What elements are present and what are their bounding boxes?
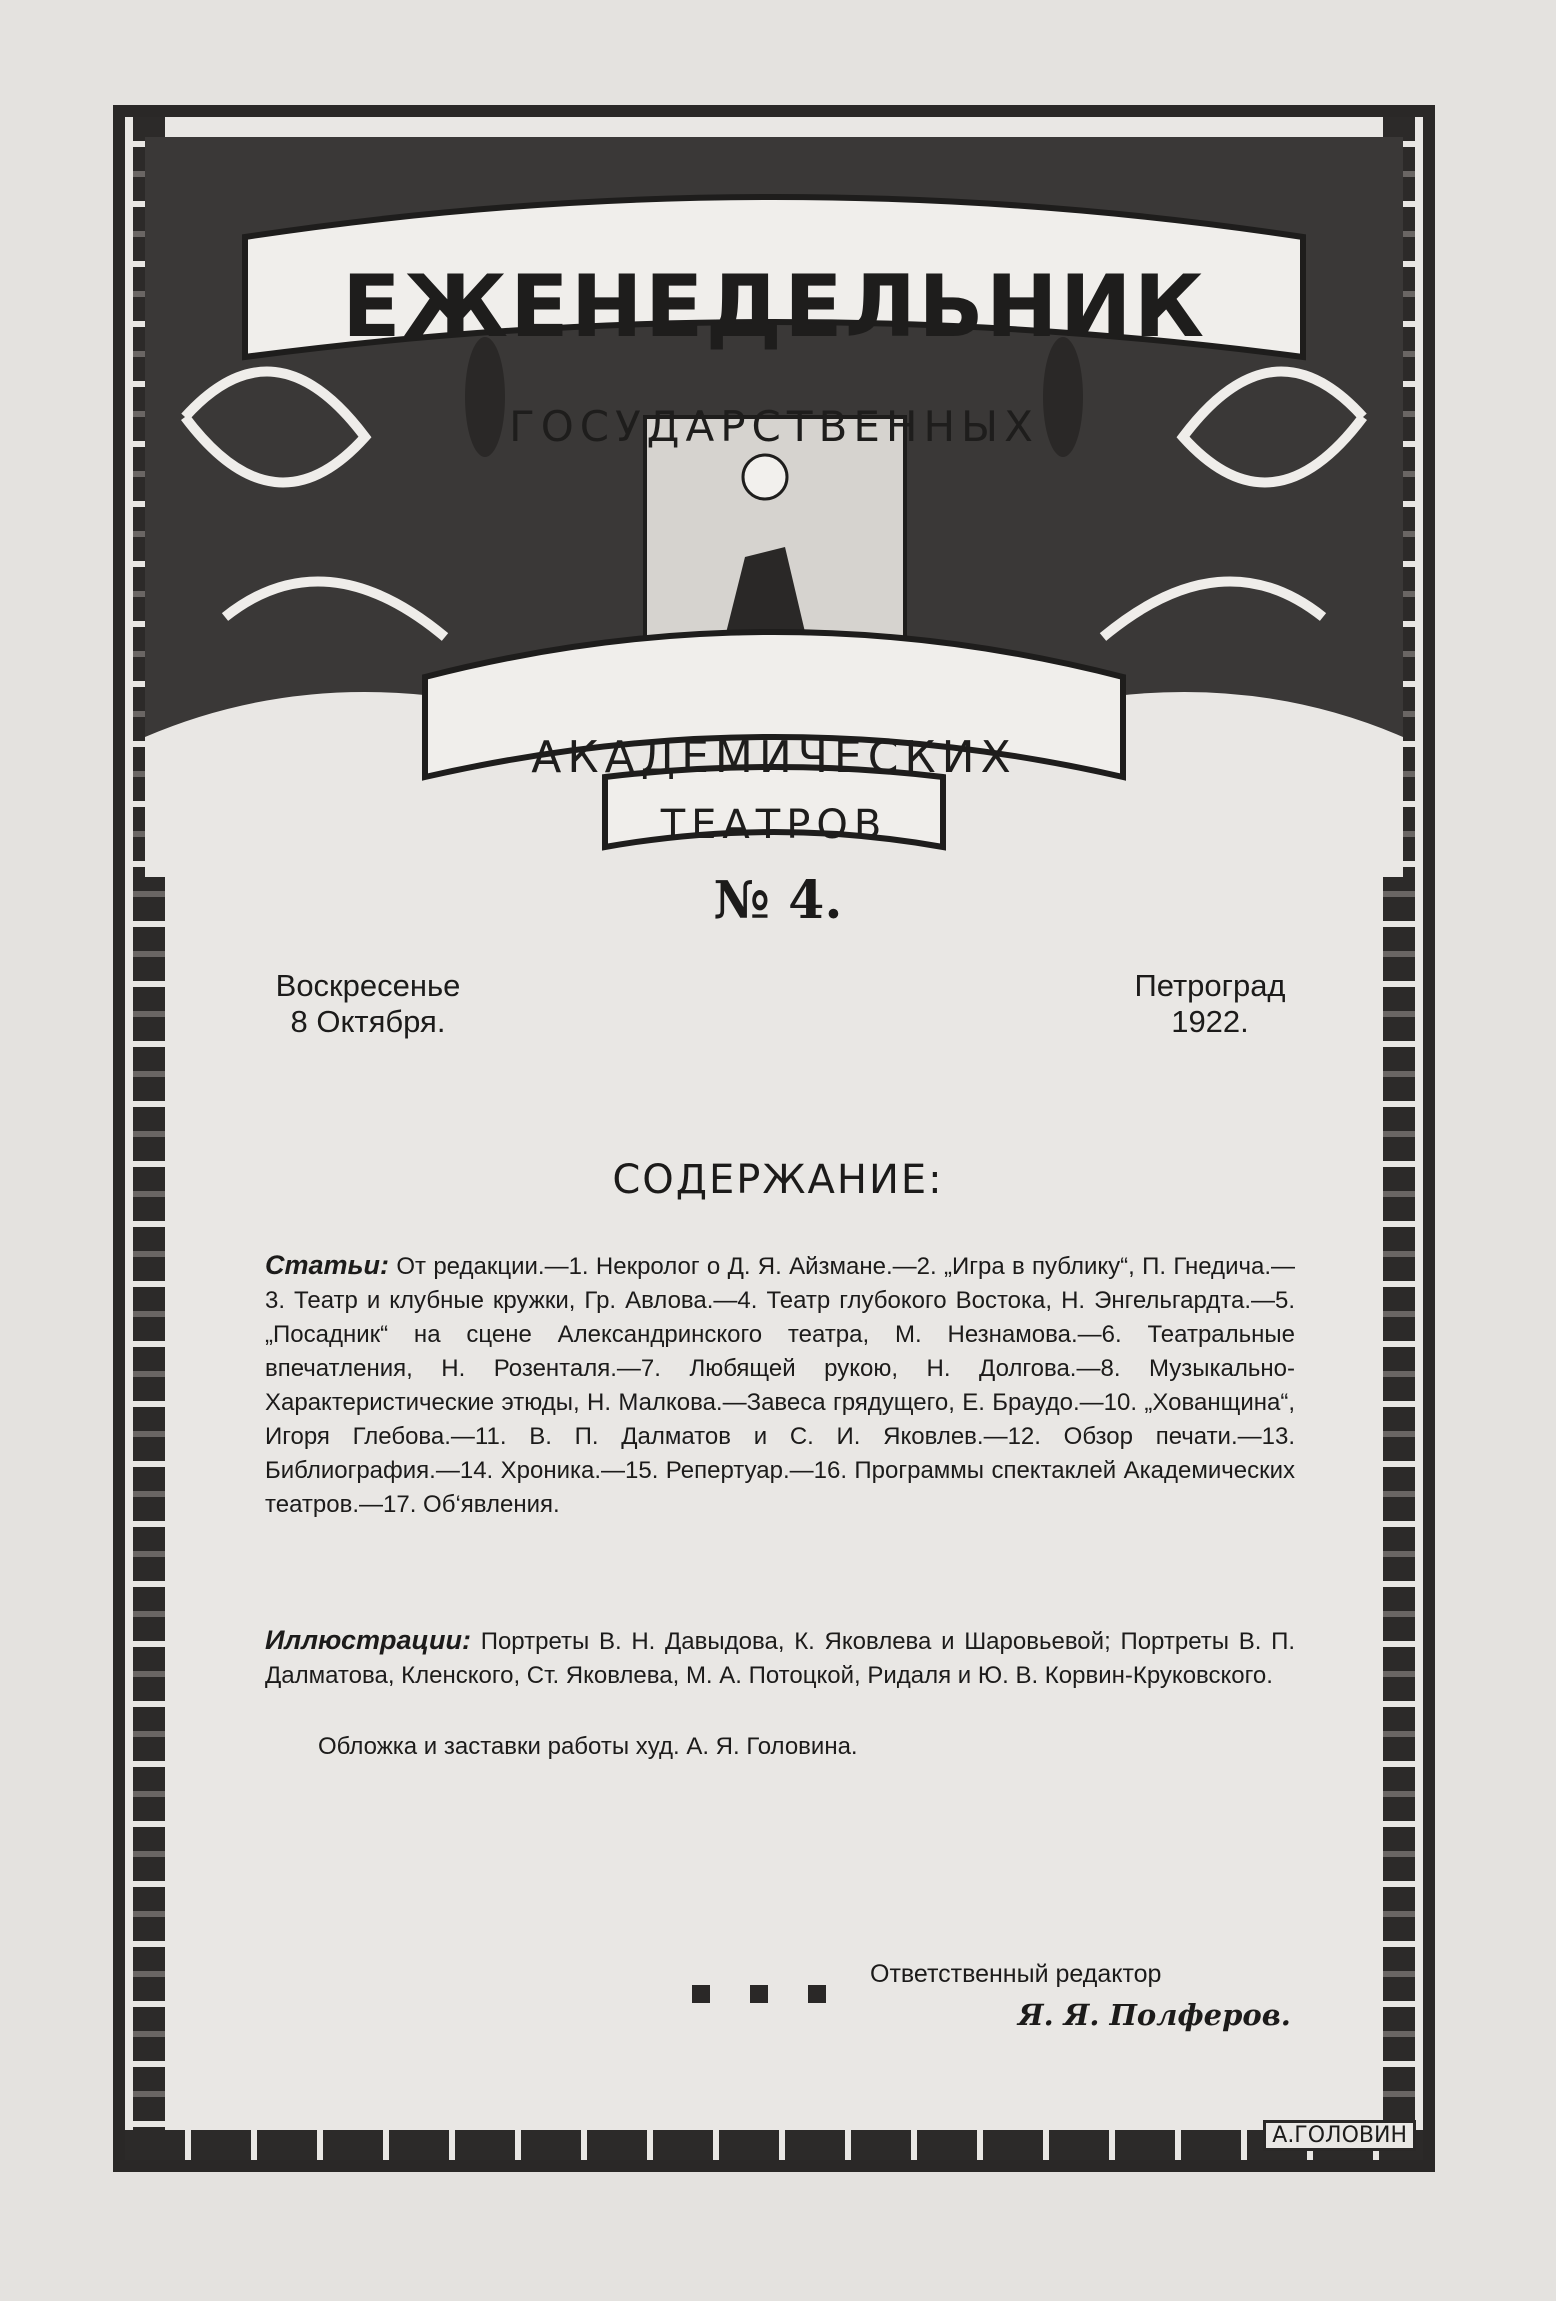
masthead-title: ЕЖЕНЕДЕЛЬНИК — [341, 257, 1207, 357]
illustrations-label: Иллюстрации: — [265, 1625, 471, 1655]
editor-name: Я. Я. Полферов. — [1018, 1998, 1291, 2032]
weekday: Воскресенье — [275, 968, 461, 1003]
masthead-subtitle-2: АКАДЕМИЧЕСКИХ — [531, 732, 1017, 783]
articles-list — [265, 1248, 1295, 1522]
dateline-left — [258, 968, 478, 1040]
year: 1922. — [1171, 1004, 1249, 1039]
masthead-subtitle-3: ТЕАТРОВ — [660, 802, 888, 848]
illustrations-text: Портреты В. Н. Давыдова, К. Яковлева и Шаровьевой; Портреты В. П. Далматова, Кленского, Ст. Яковлева, М. А. Потоцкой, Ридаля и Ю. В. Корвин-Круковского. — [265, 1628, 1295, 1689]
issue-number: № 4. — [713, 870, 843, 931]
contents-heading: СОДЕРЖАНИЕ: — [612, 1157, 944, 1203]
square-ornament — [750, 1985, 768, 2003]
ornament-squares — [692, 1985, 826, 2003]
articles-label: Статьи: — [265, 1250, 390, 1280]
cover-credit: Обложка и заставки работы худ. А. Я. Головина. — [318, 1733, 858, 1760]
square-ornament — [692, 1985, 710, 2003]
articles-text: От редакции.—1. Некролог о Д. Я. Айзмане.—2. „Игра в публику“, П. Гнедича.—3. Театр и клубные кружки, Гр. Авлова.—4. Театр глубокого Востока, Н. Энгельгардта.—5. „Посадник“ на сцене Александринского театра, М. Незнамова.—6. Театральные впечатления, Н. Розенталя.—7. Любящей рукою, Н. Долгова.—8. Музыкально-Характеристические этюды, Н. Малкова.—Завеса грядущего, Е. Браудо.—10. „Хованщина“, Игоря Глебова.—11. В. П. Далматов и С. И. Яковлев.—12. Обзор печати.—13. Библиография.—14. Хроника.—15. Репертуар.—16. Программы спектаклей Академических театров.—17. Об‘явления. — [265, 1253, 1295, 1518]
city: Петроград — [1134, 968, 1286, 1003]
square-ornament — [808, 1985, 826, 2003]
editor-role: Ответственный редактор — [870, 1960, 1162, 1988]
ornamental-frame — [113, 105, 1435, 2172]
artist-signature: А.ГОЛОВИН — [1263, 2120, 1416, 2151]
bottom-border-ornament — [125, 2130, 1423, 2160]
illustrations-list — [265, 1623, 1295, 1693]
dateline-right — [1110, 968, 1310, 1040]
date: 8 Октября. — [290, 1004, 446, 1039]
masthead-subtitle-1: ГОСУДАРСТВЕННЫХ — [509, 402, 1039, 451]
